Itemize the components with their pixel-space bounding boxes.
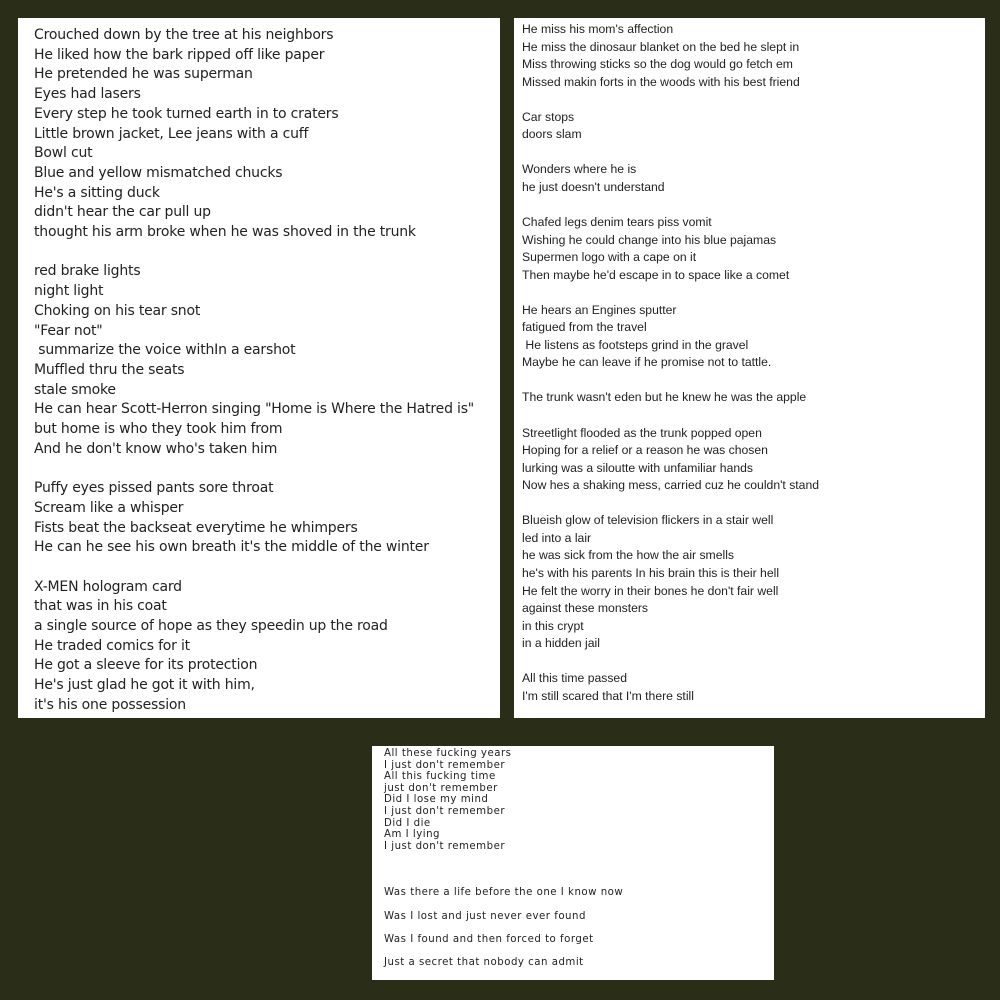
lyric-line: led into a lair <box>522 530 592 545</box>
lyric-line: Hoping for a relief or a reason he was chosen <box>522 443 768 458</box>
lyric-line: He can hear Scott-Herron singing "Home is Where the Hatred is" <box>34 401 475 418</box>
lyric-line: Missed makin forts in the woods with his best friend <box>522 74 800 89</box>
lyric-line: lurking was a siloutte with unfamiliar hands <box>522 460 753 475</box>
lyric-line: Fists beat the backseat everytime he whimpers <box>34 519 358 536</box>
chorus-stanza <box>384 748 774 852</box>
lyric-line: All these fucking years <box>384 748 512 759</box>
lyric-line: didn't hear the car pull up <box>34 204 211 221</box>
stanza <box>384 887 774 899</box>
stanza <box>522 302 985 372</box>
lyric-line: I'm still scared that I'm there still <box>522 688 694 703</box>
lyric-line: that was in his coat <box>34 598 167 615</box>
lyric-line: thought his arm broke when he was shoved in the trunk <box>34 224 416 241</box>
lyric-line: red brake lights <box>34 263 141 280</box>
lyric-line: He pretended he was superman <box>34 66 253 83</box>
lyric-line: He's just glad he got it with him, <box>34 677 255 694</box>
lyric-line: All this fucking time <box>384 771 496 783</box>
lyric-line: a single source of hope as they speedin up the road <box>34 618 388 635</box>
lyric-line: He liked how the bark ripped off like paper <box>34 46 325 63</box>
lyric-line: "Fear not" <box>34 322 103 339</box>
lyric-line: X-MEN hologram card <box>34 578 182 595</box>
lyric-line: night light <box>34 283 104 300</box>
lyric-line: Car stops <box>522 109 575 124</box>
lyric-line: Did I die <box>384 817 431 829</box>
lyric-line: Miss throwing sticks so the dog would go fetch em <box>522 57 793 72</box>
lyrics-page-right <box>514 18 985 718</box>
lyric-line: stale smoke <box>34 381 116 398</box>
lyric-line: He got a sleeve for its protection <box>34 657 258 674</box>
lyric-line: Am I lying <box>384 829 440 841</box>
stanza <box>34 26 500 243</box>
stanza <box>384 934 774 946</box>
lyric-line: Blueish glow of television flickers in a stair well <box>522 513 774 528</box>
lyric-line: And he don't know who's taken him <box>34 440 278 457</box>
lyric-line: I just don't remember <box>384 805 506 817</box>
lyric-line: He listens as footsteps grind in the gravel <box>522 337 749 352</box>
stanza <box>522 670 985 705</box>
stanza <box>34 479 500 558</box>
lyric-line: I just don't remember <box>384 840 506 852</box>
lyric-line: Chafed legs denim tears piss vomit <box>522 215 712 230</box>
lyric-line: he just doesn't understand <box>522 179 665 194</box>
lyric-line: but home is who they took him from <box>34 421 283 438</box>
stanza <box>522 425 985 495</box>
lyric-line: He can he see his own breath it's the middle of the winter <box>34 539 429 556</box>
lyric-line: All this time passed <box>522 671 627 686</box>
lyric-line: Blue and yellow mismatched chucks <box>34 164 283 181</box>
lyric-line: fatigued from the travel <box>522 320 647 335</box>
lyric-line: Then maybe he'd escape in to space like a comet <box>522 267 790 282</box>
stanza <box>522 109 985 144</box>
lyric-line: doors slam <box>522 127 582 142</box>
lyric-line: Streetlight flooded as the trunk popped open <box>522 425 762 440</box>
lyric-line: summarize the voice withIn a earshot <box>34 342 296 359</box>
lyric-line: He miss the dinosaur blanket on the bed he slept in <box>522 39 800 54</box>
lyric-line: in a hidden jail <box>522 636 600 651</box>
lyric-line: Maybe he can leave if he promise not to tattle. <box>522 355 772 370</box>
lyric-line: Crouched down by the tree at his neighbors <box>34 27 334 43</box>
lyric-line: Was I found and then forced to forget <box>384 933 594 945</box>
lyric-line: Was there a life before the one I know now <box>384 887 624 899</box>
lyric-line: Bowl cut <box>34 145 93 162</box>
lyric-line: he's with his parents In his brain this is their hell <box>522 565 780 580</box>
lyric-line: He hears an Engines sputter <box>522 302 677 317</box>
lyrics-page-bottom <box>372 746 774 980</box>
lyric-line: in this crypt <box>522 618 584 633</box>
lyric-line: just don't remember <box>384 782 498 794</box>
lyric-line: Puffy eyes pissed pants sore throat <box>34 480 274 497</box>
stanza <box>522 214 985 284</box>
lyric-line: it's his one possession <box>34 696 186 713</box>
stanza <box>384 911 774 923</box>
stanza <box>522 389 985 407</box>
lyric-line: Little brown jacket, Lee jeans with a cuff <box>34 125 309 142</box>
lyric-line: Was I lost and just never ever found <box>384 910 586 922</box>
stanza <box>522 512 985 652</box>
lyric-line: Eyes had lasers <box>34 86 141 103</box>
lyric-line: Just a secret that nobody can admit <box>384 957 584 969</box>
lyric-line: Wonders where he is <box>522 162 637 177</box>
lyric-line: Now hes a shaking mess, carried cuz he couldn't stand <box>522 478 820 493</box>
lyric-line: The trunk wasn't eden but he knew he was the apple <box>522 390 807 405</box>
stanza <box>522 21 985 91</box>
lyric-line: Wishing he could change into his blue pajamas <box>522 232 777 247</box>
lyric-line: He miss his mom's affection <box>522 22 674 36</box>
stanza <box>34 262 500 459</box>
stanza <box>522 161 985 196</box>
lyric-line: against these monsters <box>522 601 649 616</box>
lyric-line: Supermen logo with a cape on it <box>522 250 697 265</box>
lyric-line: He's a sitting duck <box>34 184 160 201</box>
lyric-line: Choking on his tear snot <box>34 302 201 319</box>
lyric-line: I just don't remember <box>384 759 506 771</box>
lyrics-page-left <box>18 18 500 718</box>
stanza <box>34 578 500 716</box>
lyric-line: Every step he took turned earth in to craters <box>34 105 339 122</box>
lyric-line: he was sick from the how the air smells <box>522 548 735 563</box>
stanza <box>384 957 774 969</box>
lyric-line: He traded comics for it <box>34 637 190 654</box>
lyric-line: Muffled thru the seats <box>34 361 185 378</box>
lyric-line: Scream like a whisper <box>34 499 184 516</box>
lyric-line: Did I lose my mind <box>384 794 489 806</box>
lyric-line: He felt the worry in their bones he don't fair well <box>522 583 779 598</box>
